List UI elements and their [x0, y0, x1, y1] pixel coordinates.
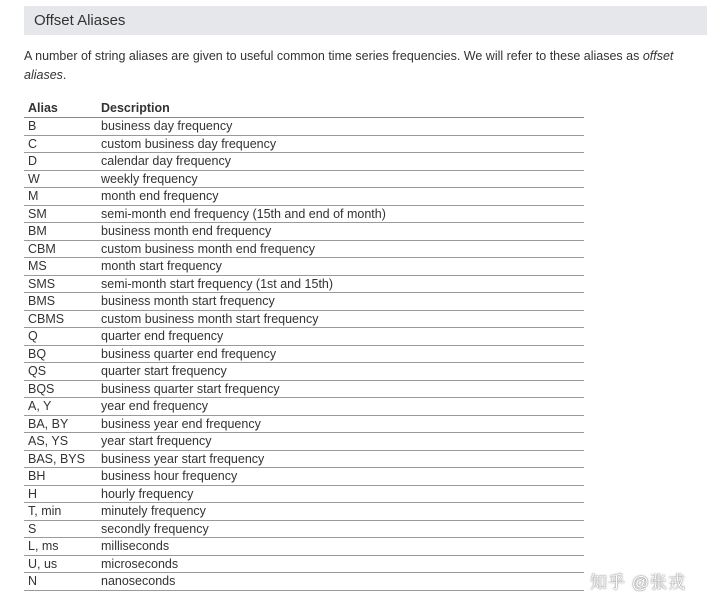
- table-row: [24, 188, 584, 206]
- table-row: [24, 293, 584, 311]
- table-row: [24, 258, 584, 276]
- table-row: [24, 153, 584, 171]
- table-row: [24, 433, 584, 451]
- alias-cell: BM: [24, 223, 97, 241]
- alias-cell: BMS: [24, 293, 97, 311]
- description-cell: semi-month end frequency (15th and end of month): [97, 205, 584, 223]
- alias-cell: BA, BY: [24, 415, 97, 433]
- description-cell: custom business month end frequency: [97, 240, 584, 258]
- description-cell: month start frequency: [97, 258, 584, 276]
- table-row: [24, 240, 584, 258]
- alias-cell: C: [24, 135, 97, 153]
- intro-end: .: [62, 68, 67, 82]
- alias-cell: Q: [24, 328, 97, 346]
- table-row: [24, 363, 584, 381]
- section-header: [24, 6, 707, 35]
- table-row: [24, 468, 584, 486]
- description-cell: business year start frequency: [97, 450, 584, 468]
- table-row: [24, 573, 584, 591]
- intro-paragraph: [24, 47, 692, 85]
- description-cell: year start frequency: [97, 433, 584, 451]
- alias-cell: M: [24, 188, 97, 206]
- table-header-row: [24, 100, 584, 118]
- table-row: [24, 328, 584, 346]
- offset-aliases-table: [24, 100, 584, 591]
- table-row: [24, 520, 584, 538]
- alias-cell: L, ms: [24, 538, 97, 556]
- alias-cell: BAS, BYS: [24, 450, 97, 468]
- description-cell: business day frequency: [97, 118, 584, 136]
- intro-text: A number of string aliases are given to useful common time series frequencies. We will refer to these aliases as: [24, 49, 643, 63]
- description-cell: year end frequency: [97, 398, 584, 416]
- table-row: [24, 345, 584, 363]
- alias-cell: W: [24, 170, 97, 188]
- description-cell: hourly frequency: [97, 485, 584, 503]
- description-column-header: Description: [97, 100, 584, 118]
- watermark-logo: 知乎 @张戎: [590, 573, 686, 592]
- description-cell: minutely frequency: [97, 503, 584, 521]
- description-cell: semi-month start frequency (1st and 15th): [97, 275, 584, 293]
- description-cell: custom business day frequency: [97, 135, 584, 153]
- table-row: [24, 135, 584, 153]
- table-row: [24, 555, 584, 573]
- description-cell: business quarter end frequency: [97, 345, 584, 363]
- alias-column-header: Alias: [24, 100, 97, 118]
- alias-cell: SM: [24, 205, 97, 223]
- table-row: [24, 415, 584, 433]
- table-body: [24, 118, 584, 591]
- table-row: [24, 275, 584, 293]
- alias-cell: B: [24, 118, 97, 136]
- description-cell: business month end frequency: [97, 223, 584, 241]
- description-cell: microseconds: [97, 555, 584, 573]
- description-cell: business year end frequency: [97, 415, 584, 433]
- description-cell: business quarter start frequency: [97, 380, 584, 398]
- section-title: Offset Aliases: [34, 12, 126, 29]
- table-row: [24, 398, 584, 416]
- alias-cell: U, us: [24, 555, 97, 573]
- alias-cell: BQ: [24, 345, 97, 363]
- table-row: [24, 118, 584, 136]
- alias-cell: D: [24, 153, 97, 171]
- alias-cell: T, min: [24, 503, 97, 521]
- description-cell: business month start frequency: [97, 293, 584, 311]
- description-cell: quarter end frequency: [97, 328, 584, 346]
- alias-cell: BH: [24, 468, 97, 486]
- table-row: [24, 380, 584, 398]
- description-cell: nanoseconds: [97, 573, 584, 591]
- alias-cell: BQS: [24, 380, 97, 398]
- alias-cell: N: [24, 573, 97, 591]
- description-cell: secondly frequency: [97, 520, 584, 538]
- table-row: [24, 223, 584, 241]
- table-row: [24, 170, 584, 188]
- alias-cell: AS, YS: [24, 433, 97, 451]
- alias-cell: H: [24, 485, 97, 503]
- description-cell: milliseconds: [97, 538, 584, 556]
- description-cell: custom business month start frequency: [97, 310, 584, 328]
- alias-cell: CBMS: [24, 310, 97, 328]
- description-cell: calendar day frequency: [97, 153, 584, 171]
- table-row: [24, 485, 584, 503]
- description-cell: month end frequency: [97, 188, 584, 206]
- alias-cell: MS: [24, 258, 97, 276]
- intro-emphasis: offset aliases: [24, 49, 674, 82]
- table-row: [24, 503, 584, 521]
- description-cell: business hour frequency: [97, 468, 584, 486]
- table-row: [24, 450, 584, 468]
- alias-cell: SMS: [24, 275, 97, 293]
- table-row: [24, 310, 584, 328]
- alias-cell: CBM: [24, 240, 97, 258]
- alias-cell: QS: [24, 363, 97, 381]
- description-cell: quarter start frequency: [97, 363, 584, 381]
- table-row: [24, 205, 584, 223]
- description-cell: weekly frequency: [97, 170, 584, 188]
- alias-cell: A, Y: [24, 398, 97, 416]
- table-row: [24, 538, 584, 556]
- alias-cell: S: [24, 520, 97, 538]
